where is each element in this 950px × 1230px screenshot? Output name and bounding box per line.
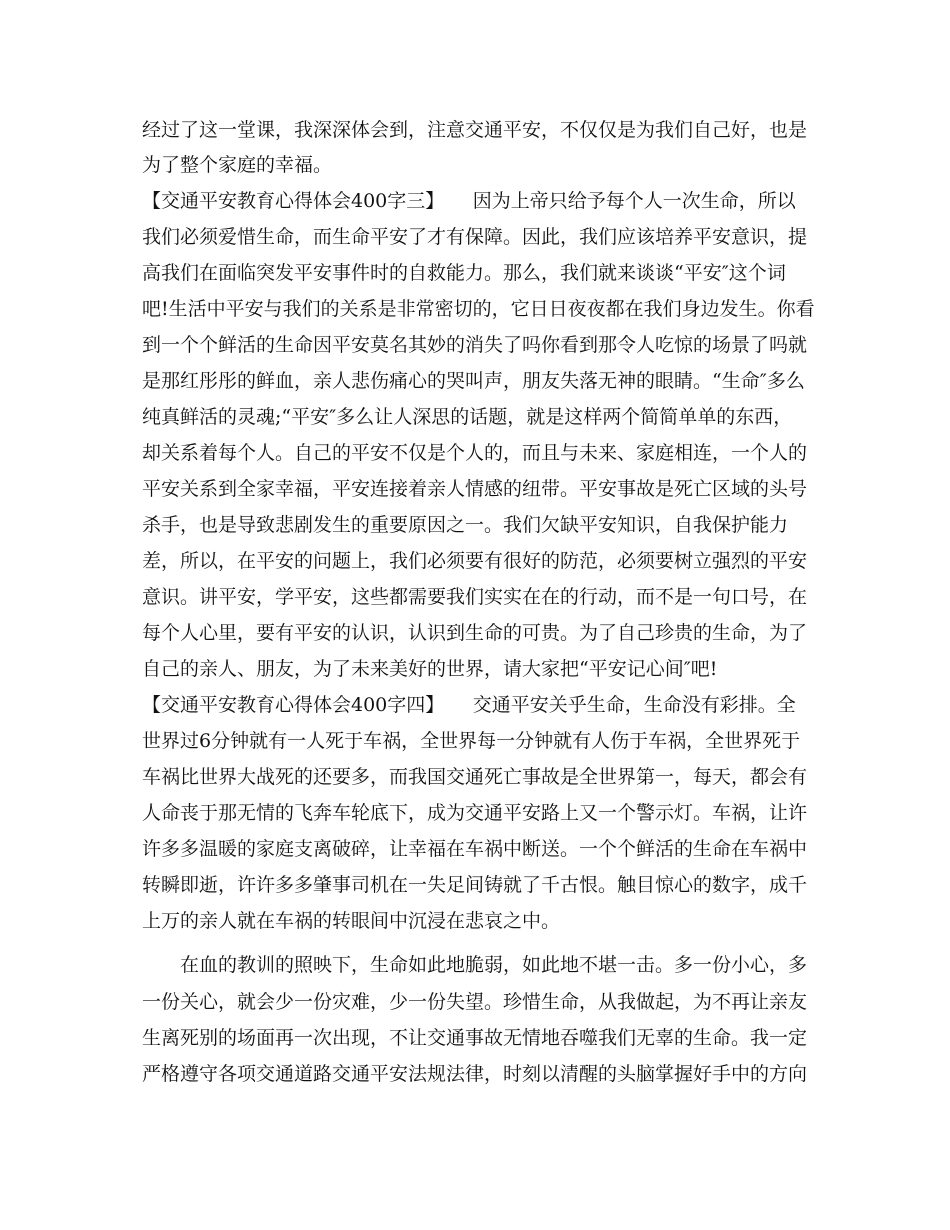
paragraph-first-line: 在血的教训的照映下，生命如此地脆弱，如此地不堪一击。多一份小心，多 <box>180 954 808 976</box>
text-line: 上万的亲人就在车祸的转眼间中沉浸在悲哀之中。 <box>142 910 561 932</box>
text-line: 是那红彤彤的鲜血，亲人悲伤痛心的哭叫声，朋友失落无神的眼睛。“生命″多么 <box>142 370 805 392</box>
text-line: 转瞬即逝，许许多多肇事司机在一失足间铸就了千古恨。触目惊心的数字，成千 <box>142 874 808 896</box>
text-line: 差，所以，在平安的问题上，我们必须要有很好的防范，必须要树立强烈的平安 <box>142 550 808 572</box>
section-heading-line: 【交通平安教育心得体会400字四】 交通平安关乎生命，生命没有彩排。全 <box>142 694 796 716</box>
text-line: 车祸比世界大战死的还要多，而我国交通死亡事故是全世界第一，每天，都会有 <box>142 766 808 788</box>
text-line: 却关系着每个人。自己的平安不仅是个人的，而且与未来、家庭相连，一个人的 <box>142 442 808 464</box>
text-line: 平安关系到全家幸福，平安连接着亲人情感的纽带。平安事故是死亡区域的头号 <box>142 478 808 500</box>
text-line: 我们必须爱惜生命，而生命平安了才有保障。因此，我们应该培养平安意识，提 <box>142 226 808 248</box>
text-line: 世界过6分钟就有一人死于车祸，全世界每一分钟就有人伤于车祸，全世界死于 <box>142 730 801 752</box>
section-heading-line: 【交通平安教育心得体会400字三】 因为上帝只给予每个人一次生命，所以 <box>142 190 796 212</box>
text-line: 严格遵守各项交通道路交通平安法规法律，时刻以清醒的头脑掌握好手中的方向 <box>142 1063 808 1085</box>
text-line: 生离死别的场面再一次出现，不让交通事故无情地吞噬我们无辜的生命。我一定 <box>142 1027 808 1049</box>
text-line: 每个人心里，要有平安的认识，认识到生命的可贵。为了自己珍贵的生命，为了 <box>142 622 808 644</box>
text-line: 一份关心，就会少一份灾难，少一份失望。珍惜生命，从我做起，为不再让亲友 <box>142 991 808 1013</box>
text-line: 为了整个家庭的幸福。 <box>142 154 333 176</box>
text-line: 高我们在面临突发平安事件时的自救能力。那么，我们就来谈谈“平安″这个词 <box>142 262 786 284</box>
text-line: 许多多温暖的家庭支离破碎，让幸福在车祸中断送。一个个鲜活的生命在车祸中 <box>142 838 808 860</box>
text-line: 自己的亲人、朋友，为了未来美好的世界，请大家把“平安记心间″吧! <box>142 658 718 680</box>
text-line: 人命丧于那无情的飞奔车轮底下，成为交通平安路上又一个警示灯。车祸，让许 <box>142 802 808 824</box>
text-line: 意识。讲平安，学平安，这些都需要我们实实在在的行动，而不是一句口号，在 <box>142 586 808 608</box>
text-line: 经过了这一堂课，我深深体会到，注意交通平安，不仅仅是为我们自己好，也是 <box>142 119 808 141</box>
text-line: 杀手，也是导致悲剧发生的重要原因之一。我们欠缺平安知识，自我保护能力 <box>142 514 789 536</box>
text-line: 纯真鲜活的灵魂;“平安″多么让人深思的话题，就是这样两个简简单单的东西， <box>142 406 793 428</box>
text-line: 到一个个鲜活的生命因平安莫名其妙的消失了吗你看到那令人吃惊的场景了吗就 <box>142 334 808 356</box>
text-line: 吧!生活中平安与我们的关系是非常密切的，它日日夜夜都在我们身边发生。你看 <box>142 298 815 320</box>
